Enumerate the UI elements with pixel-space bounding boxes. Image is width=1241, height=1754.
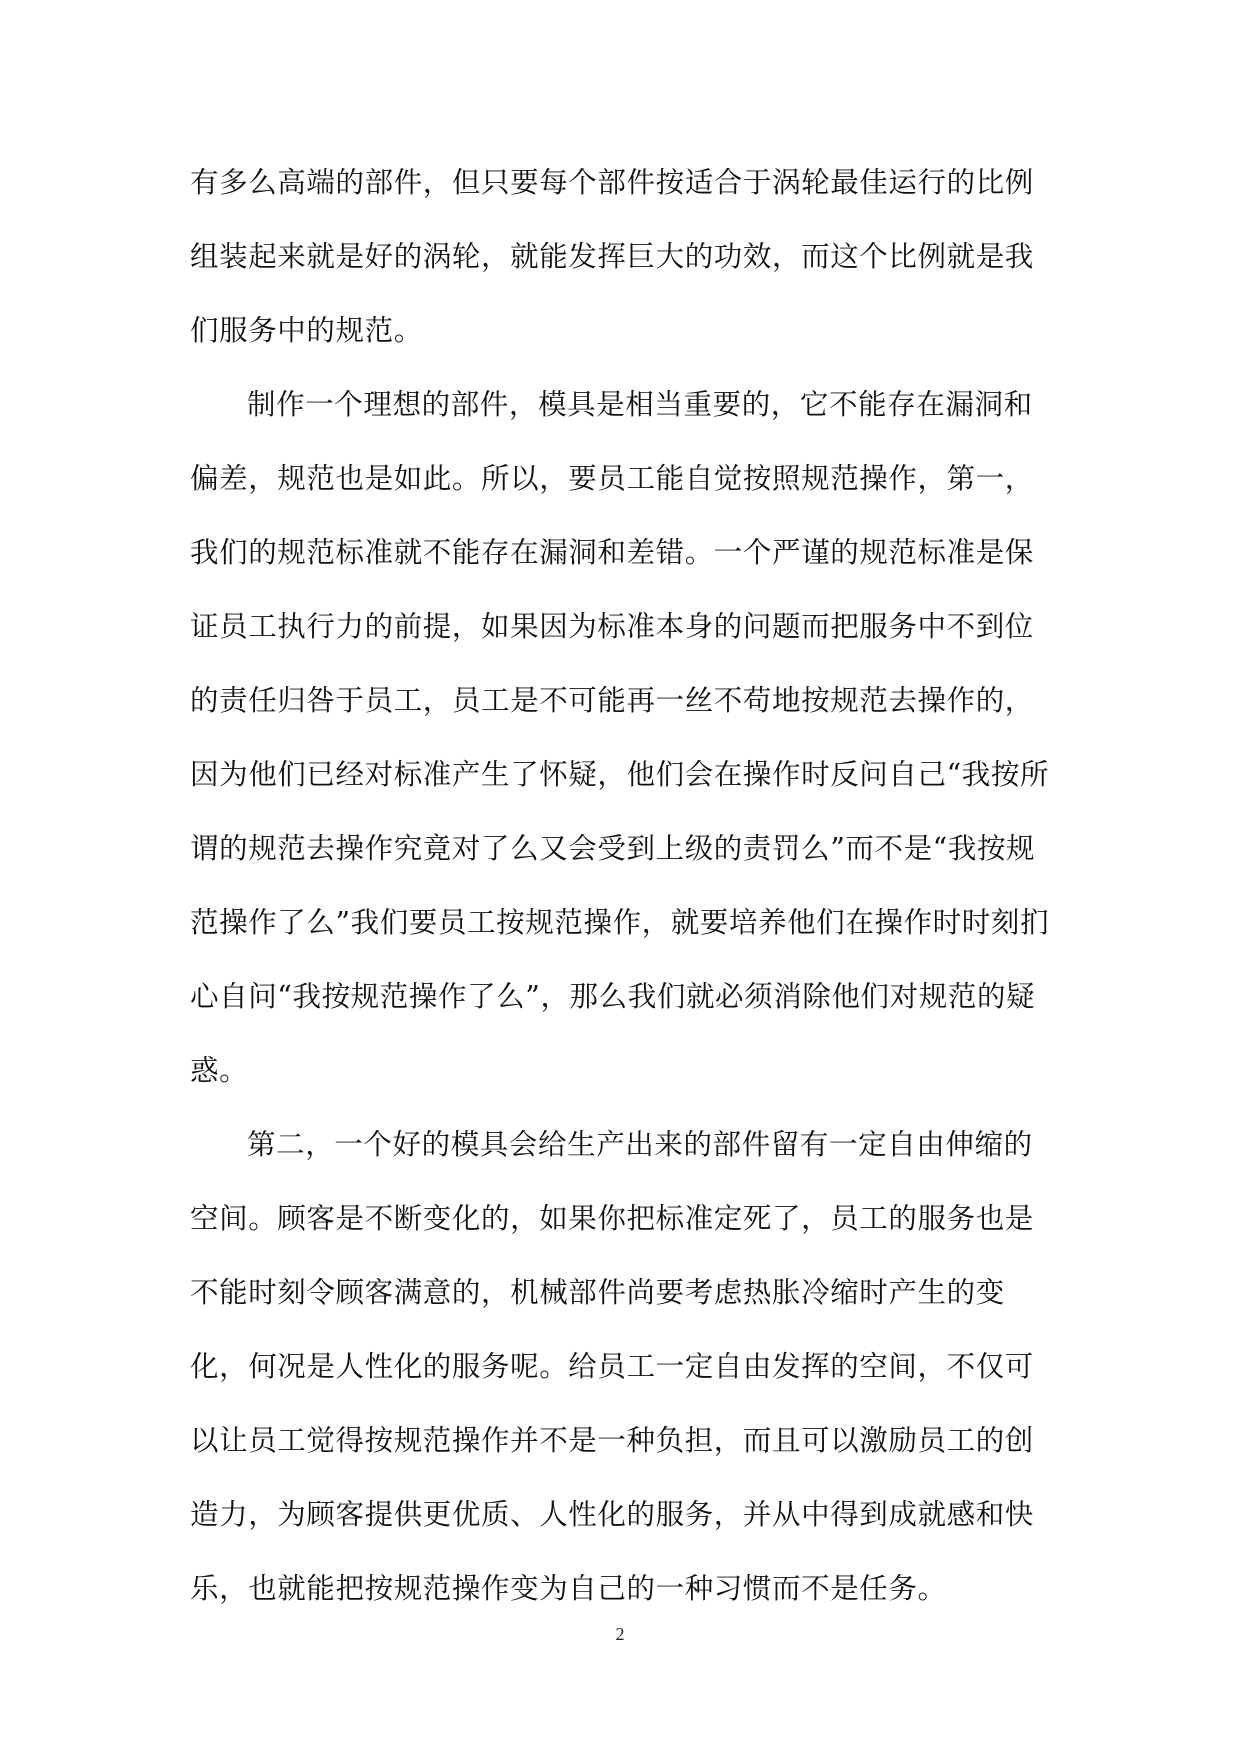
paragraph-continued: 有多么高端的部件，但只要每个部件按适合于涡轮最佳运行的比例组装起来就是好的涡轮，就能发挥巨大的功效，而这个比例就是我们服务中的规范。 [190,166,1034,347]
page-body [190,146,1060,1626]
paragraph-flexible-space: 第二，一个好的模具会给生产出来的部件留有一定自由伸缩的空间。顾客是不断变化的，如果你把标准定死了，员工的服务也是不能时刻令顾客满意的，机械部件尚要考虑热胀冷缩时产生的变化，何况是人性化的服务呢。给员工一定自由发挥的空间，不仅可以让员工觉得按规范操作并不是一种负担，而且可以激励员工的创造力，为顾客提供更优质、人性化的服务，并从中得到成就感和快乐，也就能把按规范操作变为自己的一种习惯而不是任务。 [190,1128,1034,1605]
page-number: 2 [615,1624,625,1644]
paragraph-template-standard: 制作一个理想的部件，模具是相当重要的，它不能存在漏洞和偏差，规范也是如此。所以，要员工能自觉按照规范操作，第一，我们的规范标准就不能存在漏洞和差错。一个严谨的规范标准是保证员工执行力的前提，如果因为标准本身的问题而把服务中不到位的责任归咎于员工，员工是不可能再一丝不苟地按规范去操作的，因为他们已经对标准产生了怀疑，他们会在操作时反问自己“我按所谓的规范去操作究竟对了么又会受到上级的责罚么”而不是“我按规范操作了么”我们要员工按规范操作，就要培养他们在操作时时刻扪心自问“我按规范操作了么”，那么我们就必须消除他们对规范的疑惑。 [190,388,1050,1087]
